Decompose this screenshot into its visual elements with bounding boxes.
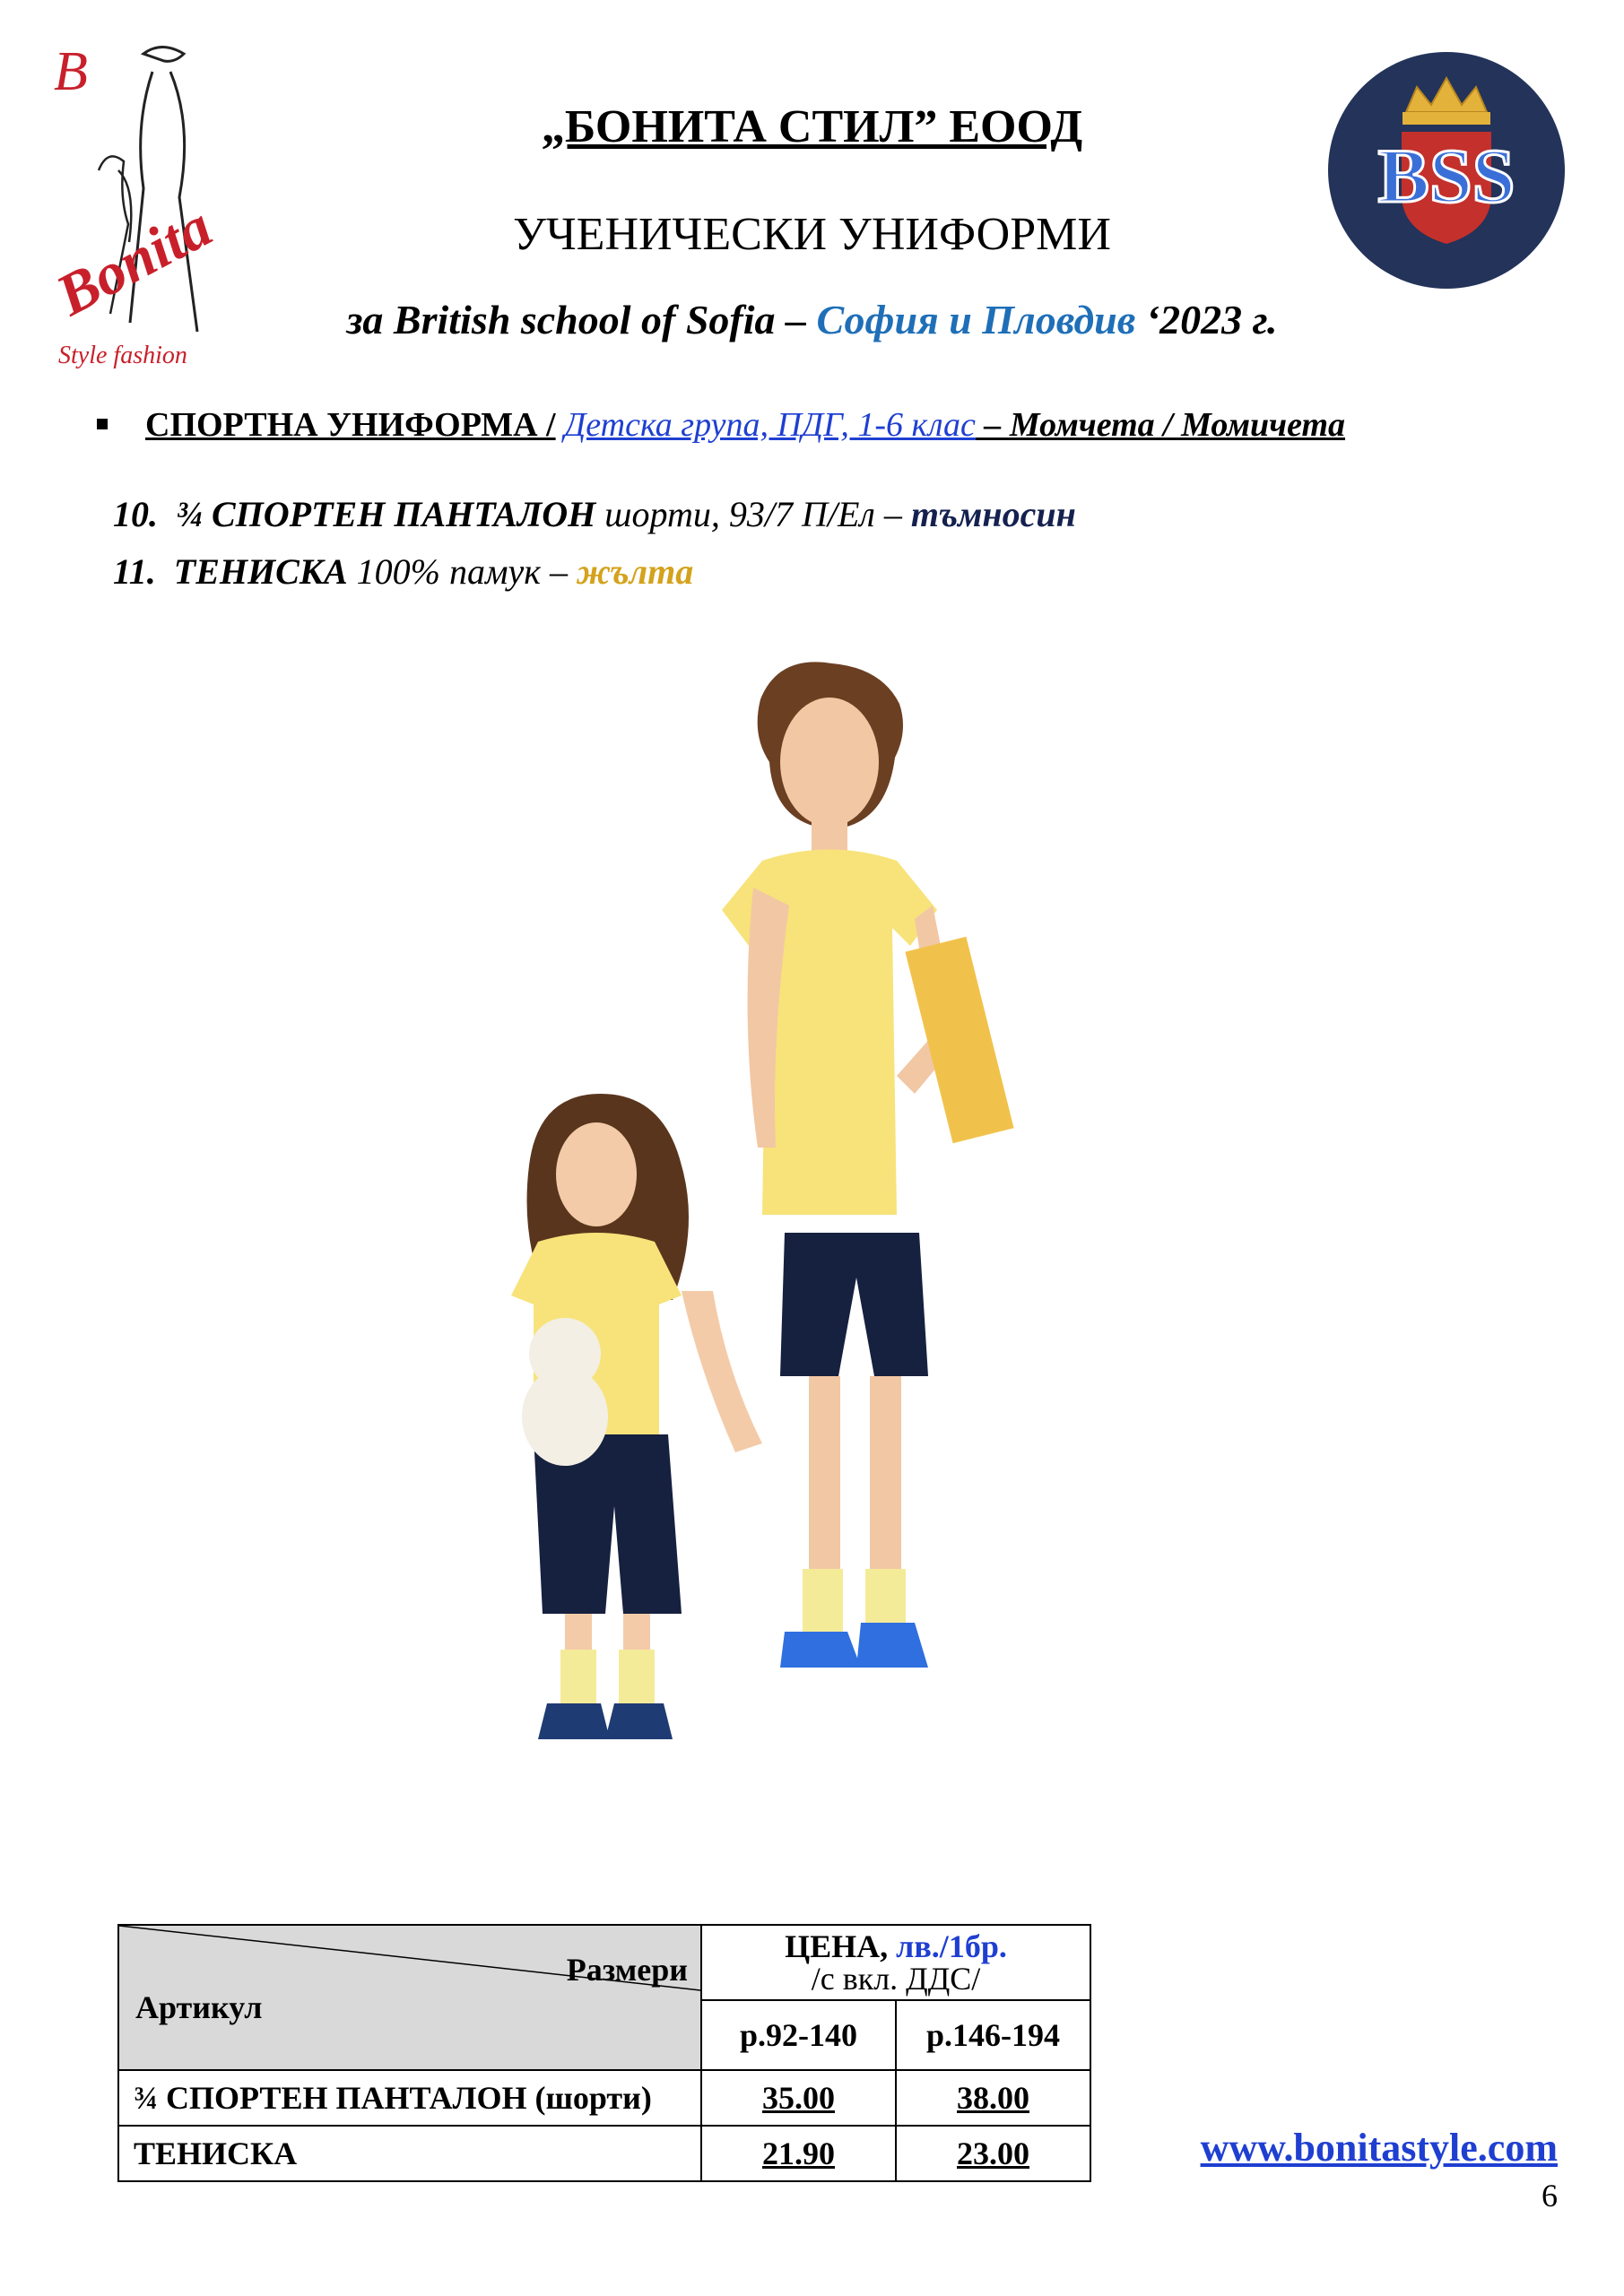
price-cell: 38.00	[896, 2070, 1090, 2126]
article-label: Артикул	[135, 1989, 263, 2025]
svg-text:Style fashion: Style fashion	[58, 342, 187, 369]
item-name: ТЕНИСКА	[173, 551, 348, 592]
svg-text:BSS: BSS	[1377, 133, 1515, 219]
item-color: жълта	[576, 551, 694, 592]
school-cities: София и Пловдив	[816, 297, 1136, 342]
price-unit: лв./1бр.	[896, 1928, 1007, 1964]
table-header-corner	[118, 1925, 701, 2070]
uniform-photo	[430, 645, 1184, 1847]
bullet-icon	[97, 419, 108, 429]
section-group: Детска група, ПДГ, 1-6 клас	[564, 406, 976, 444]
svg-text:Bonita: Bonita	[46, 193, 222, 329]
section-heading	[97, 405, 1345, 445]
company-name: „БОНИТА СТИЛ” ЕООД	[541, 101, 1083, 152]
school-year: ‘2023 г.	[1135, 297, 1278, 342]
sizes-label: Размери	[566, 1952, 688, 1988]
price-cell: 35.00	[701, 2070, 896, 2126]
item-number: 10.	[113, 494, 158, 534]
size-column-header: р.92-140	[701, 2000, 896, 2070]
list-item	[113, 550, 693, 593]
item-number: 11.	[113, 551, 156, 592]
price-cell: 23.00	[896, 2126, 1090, 2181]
price-vat: /с вкл. ДДС/	[811, 1961, 981, 1997]
price-header	[701, 1925, 1090, 2000]
item-name: ¾ СПОРТЕН ПАНТАЛОН	[176, 494, 596, 534]
document-subtitle: УЧЕНИЧЕСКИ УНИФОРМИ	[513, 209, 1111, 260]
section-rest: – Момчета / Момичета	[975, 406, 1346, 444]
article-name: ¾ СПОРТЕН ПАНТАЛОН (шорти)	[118, 2070, 701, 2126]
price-table	[117, 1924, 1091, 2182]
item-desc: 100% памук –	[347, 551, 577, 592]
website-link[interactable]: www.bonitastyle.com	[1200, 2126, 1558, 2170]
item-desc: шорти, 93/7 П/Ел –	[595, 494, 911, 534]
price-cell: 21.90	[701, 2126, 896, 2181]
page-number: 6	[1541, 2178, 1558, 2214]
section-title: СПОРТНА УНИФОРМА /	[145, 406, 556, 444]
school-line	[0, 296, 1624, 343]
svg-text:B: B	[54, 41, 88, 102]
table-row	[118, 2126, 1090, 2181]
article-name: ТЕНИСКА	[118, 2126, 701, 2181]
table-row	[118, 2070, 1090, 2126]
size-column-header: р.146-194	[896, 2000, 1090, 2070]
school-prefix: за British school of Sofia –	[346, 297, 817, 342]
list-item	[113, 493, 1076, 535]
price-label: ЦЕНА,	[785, 1928, 897, 1964]
item-color: тъмносин	[910, 494, 1076, 534]
